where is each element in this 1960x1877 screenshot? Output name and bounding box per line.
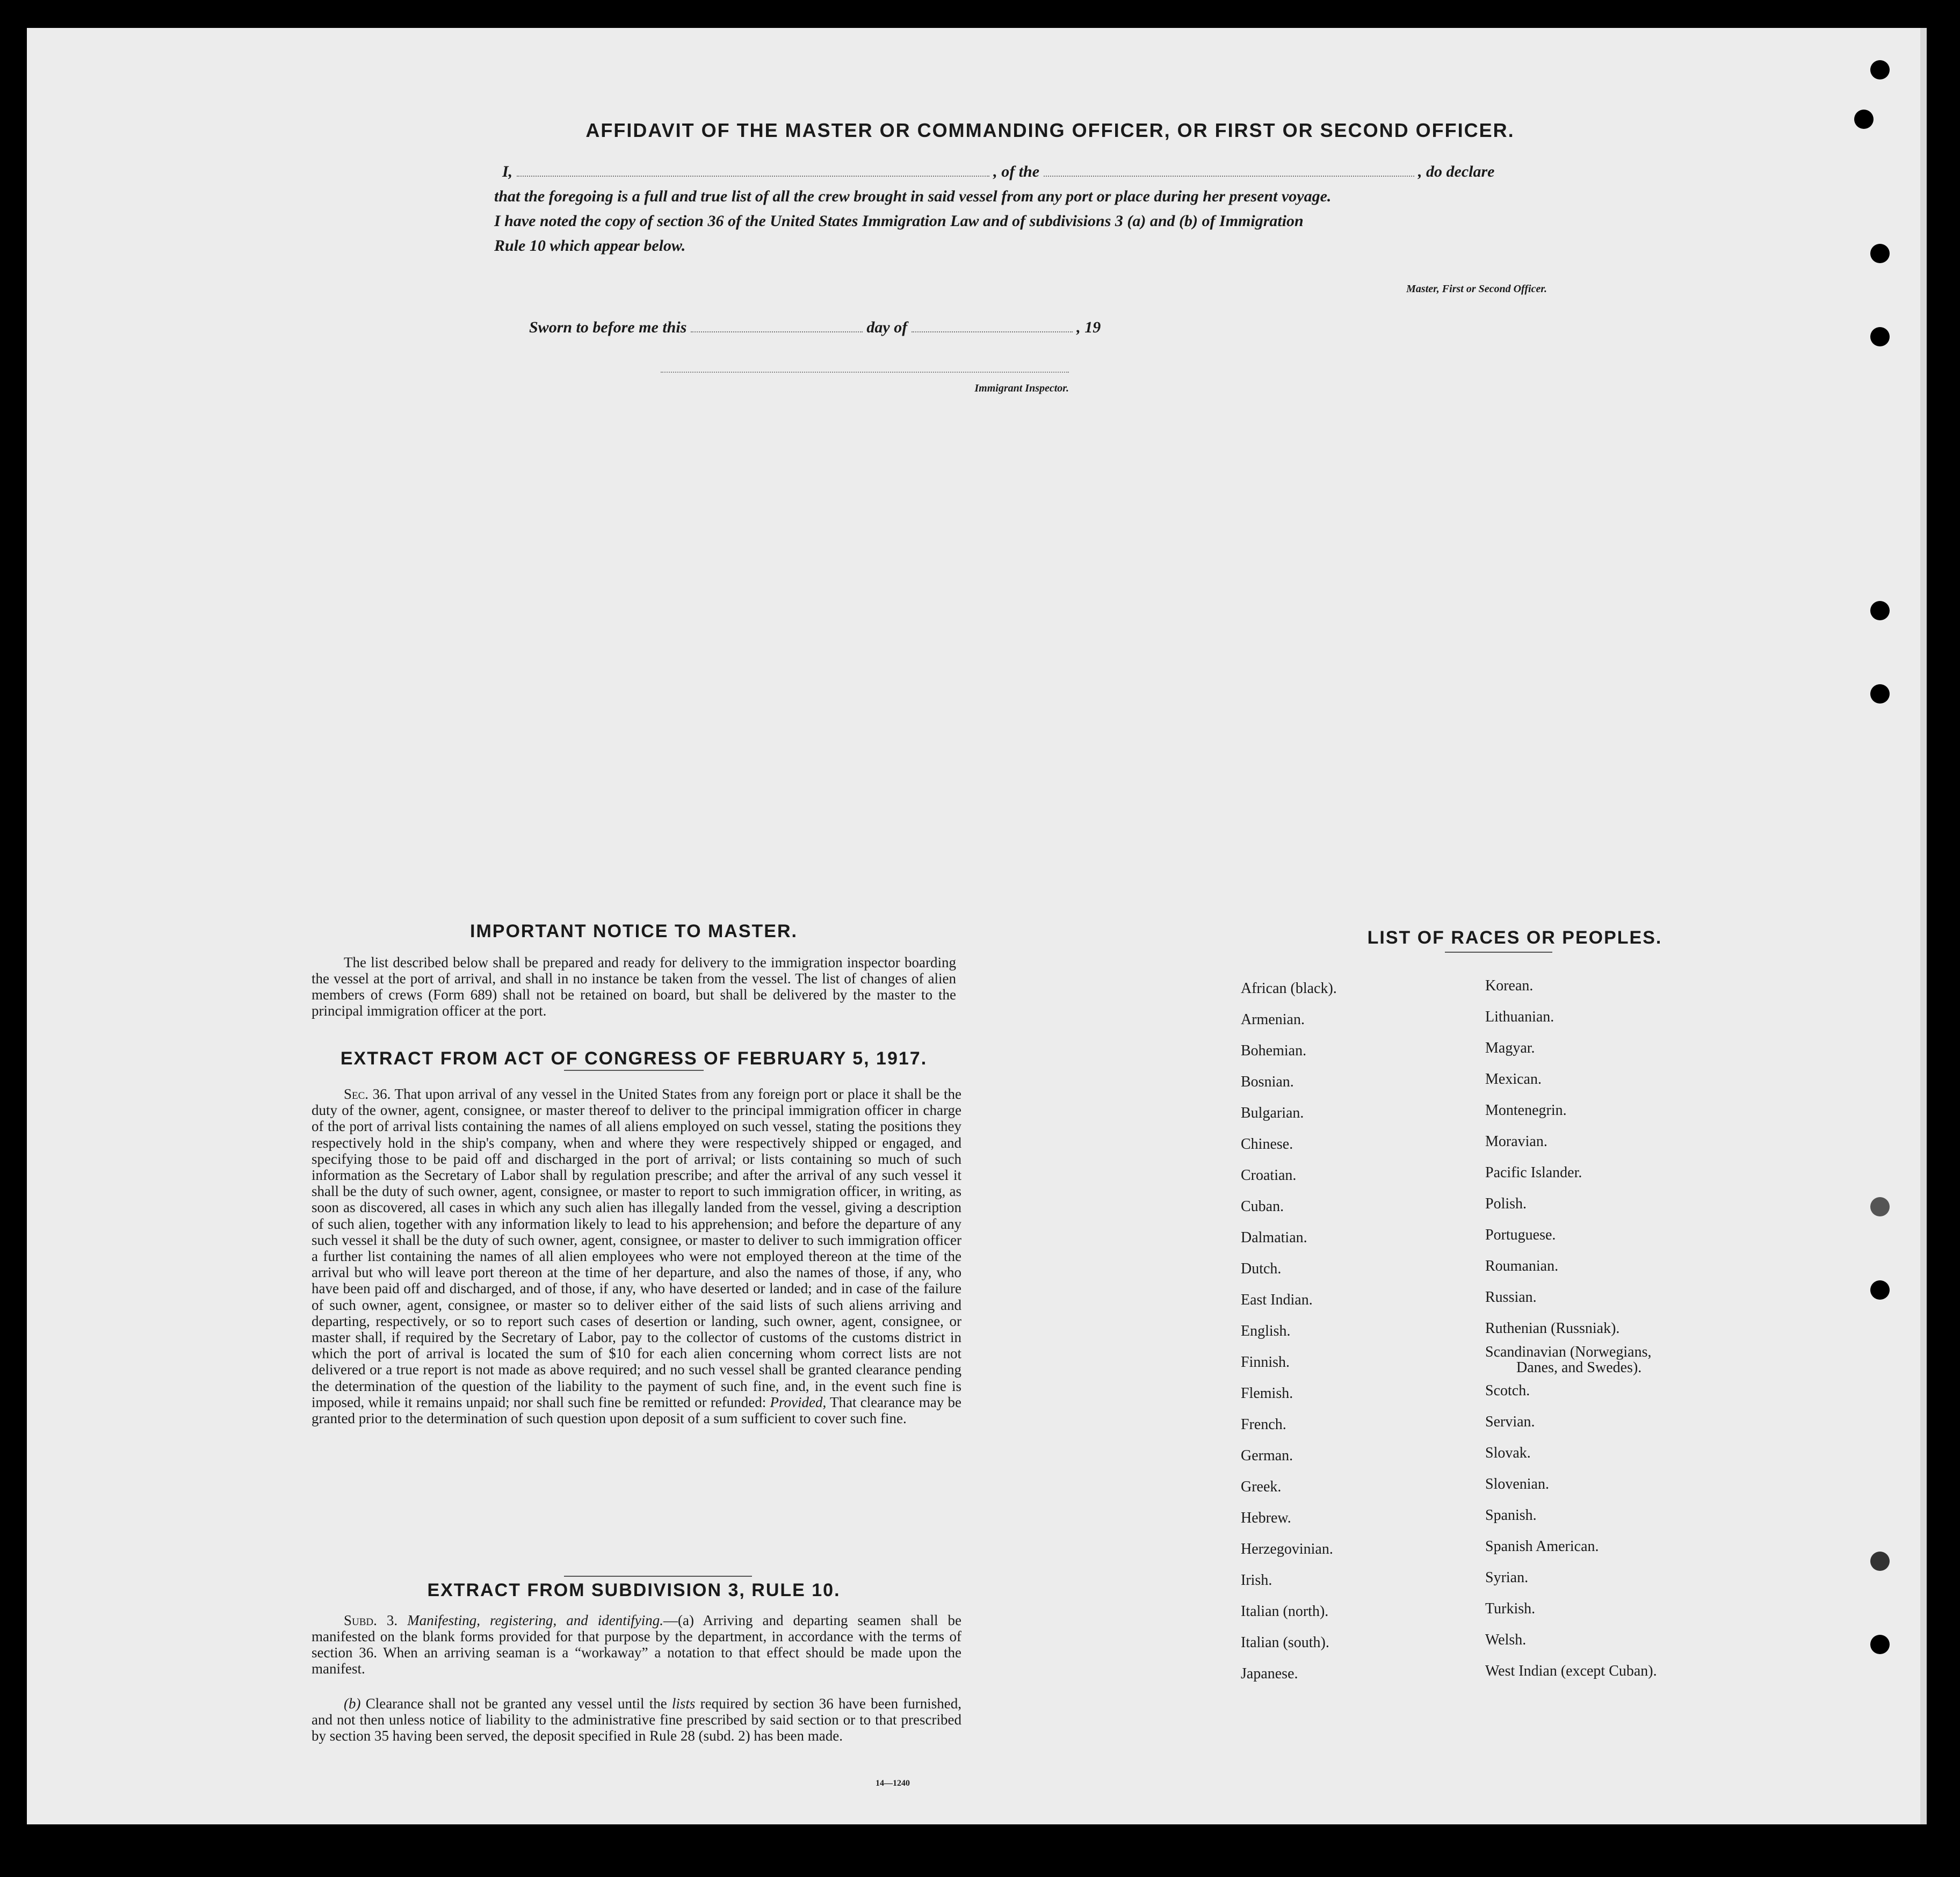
declaration-do-declare: , do declare — [1418, 163, 1495, 180]
race-item: Servian. — [1485, 1414, 1535, 1430]
race-item: Scandinavian (Norwegians, — [1485, 1344, 1652, 1360]
act-title: EXTRACT FROM ACT OF CONGRESS OF FEBRUARY 5, 1917. — [340, 1048, 928, 1069]
rule10-para-b-rest: required by section 36 have been furnished, and not then unless notice of liability to the administrative fine prescribed by said section or to that prescribed by section 35 having been served, the deposit specified in Rule 28 (subd. 2) has been made. — [312, 1695, 962, 1744]
race-item: Spanish. — [1485, 1507, 1537, 1524]
race-item: Spanish American. — [1485, 1538, 1599, 1555]
race-item: Japanese. — [1241, 1665, 1298, 1682]
race-item: African (black). — [1241, 980, 1337, 997]
sworn-day-of: day of — [866, 318, 908, 336]
race-item: Slovenian. — [1485, 1476, 1549, 1492]
races-left-column — [1241, 973, 1466, 1690]
race-item: Slovak. — [1485, 1445, 1531, 1461]
race-item: Armenian. — [1241, 1011, 1305, 1028]
race-item-scandinavian — [1485, 1344, 1786, 1375]
race-item: Bosnian. — [1241, 1074, 1294, 1090]
race-item: Ruthenian (Russniak). — [1485, 1320, 1620, 1337]
form-number: 14—1240 — [876, 1779, 910, 1788]
rule10-para-a-text: —(a) Arriving and departing seamen shall be manifested on the blank forms provided for that purpose by the department, in accordance with the terms of section 36. When an arriving seaman is a “workaway” a notation to that effect should be made upon the manifest. — [312, 1612, 961, 1677]
race-item: Cuban. — [1241, 1198, 1284, 1215]
race-item: Mexican. — [1485, 1071, 1542, 1088]
race-item: West Indian (except Cuban). — [1485, 1663, 1657, 1679]
race-item: Montenegrin. — [1485, 1102, 1567, 1119]
race-item: Finnish. — [1241, 1354, 1290, 1371]
race-item: Roumanian. — [1485, 1258, 1559, 1274]
rule10-para-b — [312, 1695, 961, 1744]
race-item: German. — [1241, 1447, 1293, 1464]
rule10-para-b-lists: lists — [671, 1695, 696, 1712]
rule10-subd-heading: Manifesting, registering, and identifying. — [407, 1612, 663, 1628]
race-item: French. — [1241, 1416, 1286, 1433]
declaration-line-1 — [502, 160, 1582, 184]
punch-hole — [1870, 1280, 1890, 1300]
name-blank[interactable] — [517, 163, 989, 177]
race-item: Italian (south). — [1241, 1634, 1329, 1651]
act-text — [312, 1086, 961, 1426]
rule10-para-a — [312, 1612, 961, 1677]
race-item: Chinese. — [1241, 1136, 1293, 1153]
race-item: Scotch. — [1485, 1382, 1530, 1399]
act-title-underline — [564, 1070, 704, 1071]
punch-hole — [1870, 1552, 1890, 1571]
document-page — [27, 28, 1927, 1824]
race-item: English. — [1241, 1323, 1291, 1339]
race-item: Magyar. — [1485, 1040, 1535, 1056]
sworn-day-blank[interactable] — [691, 318, 863, 332]
race-item-continuation: Danes, and Swedes). — [1516, 1359, 1642, 1376]
vessel-blank[interactable] — [1044, 163, 1414, 177]
declaration-line-3: I have noted the copy of section 36 of the United States Immigration Law and of subdivisions 3 (a) and (b) of Immigration — [494, 212, 1304, 230]
inspector-signature-label: Immigrant Inspector. — [974, 382, 1069, 394]
sworn-year: , 19 — [1076, 318, 1101, 336]
act-section-label: Sec. 36. — [344, 1086, 391, 1102]
race-item: Welsh. — [1485, 1632, 1527, 1648]
punch-hole — [1870, 60, 1890, 79]
notice-text: The list described below shall be prepared and ready for delivery to the immigration inspector boarding the vessel at the port of arrival, and shall in no instance be taken from the vessel. The list of changes of alien members of crews (Form 689) shall not be retained on board, but shall be delivered by the master to the principal immigration officer at the port. — [312, 954, 956, 1019]
race-item: Dalmatian. — [1241, 1229, 1307, 1246]
master-signature-label: Master, First or Second Officer. — [1406, 283, 1547, 295]
race-item: Lithuanian. — [1485, 1009, 1554, 1025]
rule10-para-b-start: Clearance shall not be granted any vessel until the — [365, 1695, 667, 1712]
punch-hole — [1870, 601, 1890, 620]
punch-hole — [1870, 684, 1890, 704]
rule10-subd-label: Subd. 3. — [344, 1612, 398, 1628]
race-item: Polish. — [1485, 1195, 1527, 1212]
notice-title: IMPORTANT NOTICE TO MASTER. — [470, 921, 798, 941]
sworn-text: Sworn to before me this — [529, 318, 687, 336]
races-title-underline — [1445, 952, 1552, 953]
race-item: Russian. — [1485, 1289, 1537, 1306]
race-item: Italian (north). — [1241, 1603, 1329, 1620]
declaration-i: I, — [502, 163, 513, 180]
race-item: Syrian. — [1485, 1569, 1529, 1586]
race-item: Croatian. — [1241, 1167, 1297, 1184]
act-body: That upon arrival of any vessel in the United States from any foreign port or place it shall be the duty of the owner, agent, consignee, or master thereof to deliver to the principal immigration officer in charge of the port of arrival lists containing the names of all aliens employed on such vessel, stating the positions they respectively hold in the ship's company, when and where they were respectively shipped or engaged, and specifying those to be paid off and discharged in the port of arrival; or lists containing so much of such information as the Secretary of Labor shall by regulation prescribe; and after the arrival of any such vessel it shall be the duty of such owner, agent, consignee, or master to report to such immigration officer, in writing, as soon as discovered, all cases in which any such alien has illegally landed from the vessel, giving a description of such alien, together with any information likely to lead to his apprehension; and before the departure of any such vessel it shall be the duty of such owner, agent, consignee, or master to deliver to such immigration officer a further list containing the names of all alien employees who were not employed thereon at the time of the arrival but who will leave port thereon at the time of her departure, and also the names of those, if any, who have been paid off and discharged, and of those, if any, who have deserted or landed; and in case of the failure of such owner, agent, consignee, or master so to deliver either of the said lists of such aliens arriving and departing, respectively, or so to report such cases of desertion or landing, such owner, agent, consignee, or master shall, if required by the Secretary of Labor, pay to the collector of customs of the customs district in which the port of arrival is located the sum of $10 for each alien concerning whom correct lists are not delivered or a true report is not made as above required; and no such vessel shall be granted clearance pending the determination of the question of the liability to the payment of such fine, and, in the event such fine is imposed, while it remains unpaid; nor shall such fine be remitted or refunded: — [312, 1086, 961, 1410]
rule10-para-b-label: (b) — [344, 1695, 361, 1712]
races-right-column — [1485, 970, 1786, 1687]
declaration-line-2: that the foregoing is a full and true list of all the crew brought in said vessel from any port or place during her present voyage. — [494, 187, 1332, 205]
race-item: Irish. — [1241, 1572, 1272, 1589]
rule10-title: EXTRACT FROM SUBDIVISION 3, RULE 10. — [427, 1580, 841, 1600]
affidavit-title: AFFIDAVIT OF THE MASTER OR COMMANDING OFFICER, OR FIRST OR SECOND OFFICER. — [585, 119, 1515, 141]
race-item: Hebrew. — [1241, 1510, 1291, 1526]
race-item: Portuguese. — [1485, 1227, 1556, 1243]
race-item: Dutch. — [1241, 1260, 1282, 1277]
punch-hole — [1870, 1635, 1890, 1654]
inspector-signature-line[interactable] — [661, 372, 1069, 373]
race-item: Bulgarian. — [1241, 1105, 1304, 1121]
race-item: Moravian. — [1485, 1133, 1547, 1150]
punch-hole — [1870, 327, 1890, 346]
races-title: LIST OF RACES OR PEOPLES. — [1367, 927, 1662, 948]
race-item: Pacific Islander. — [1485, 1164, 1582, 1181]
race-item: Bohemian. — [1241, 1042, 1307, 1059]
declaration-of-the: , of the — [993, 163, 1040, 180]
act-end-rule — [564, 1576, 752, 1577]
sworn-month-blank[interactable] — [912, 318, 1073, 332]
punch-hole — [1870, 244, 1890, 263]
race-item: Korean. — [1485, 977, 1534, 994]
punch-hole — [1870, 1197, 1890, 1216]
race-item: Greek. — [1241, 1479, 1282, 1495]
declaration-line-4: Rule 10 which appear below. — [494, 237, 686, 255]
act-body-end: That clearance may be granted prior to the determination of such question upon deposit of a sum sufficient to cover such fine. — [312, 1394, 962, 1427]
race-item: Flemish. — [1241, 1385, 1293, 1402]
act-provided: Provided, — [770, 1394, 827, 1410]
punch-hole — [1854, 110, 1874, 129]
race-item: East Indian. — [1241, 1292, 1313, 1308]
sworn-line — [529, 315, 1227, 340]
race-item: Turkish. — [1485, 1600, 1536, 1617]
race-item: Herzegovinian. — [1241, 1541, 1333, 1557]
